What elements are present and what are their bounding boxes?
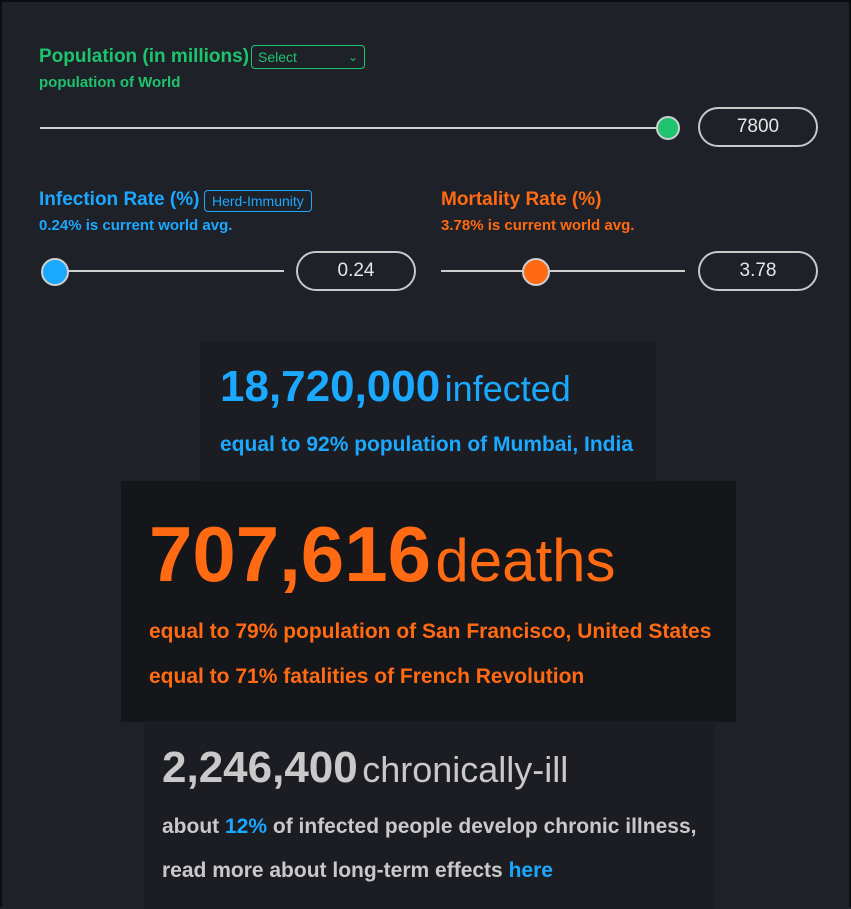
infection-label: Infection Rate (%): [39, 189, 200, 210]
population-sublabel: population of World: [39, 74, 181, 91]
infected-headline: [220, 362, 571, 412]
chronic-percentage: 12%: [225, 815, 268, 838]
infection-input[interactable]: 0.24: [296, 251, 416, 291]
infection-sublabel: 0.24% is current world avg.: [39, 217, 233, 234]
mortality-slider-track[interactable]: [441, 270, 685, 272]
deaths-comparison-1: equal to 79% population of San Francisco, United States: [149, 620, 712, 643]
deaths-number: 707,616: [149, 510, 431, 598]
deaths-comparison-2: equal to 71% fatalities of French Revolution: [149, 665, 585, 688]
population-select-value: Select: [258, 49, 297, 65]
chronic-card: [144, 721, 714, 909]
population-select[interactable]: [251, 45, 365, 69]
herd-immunity-button[interactable]: Herd-Immunity: [204, 190, 312, 212]
population-slider-track[interactable]: [40, 127, 670, 129]
infected-unit: infected: [444, 368, 571, 409]
chronic-number: 2,246,400: [162, 743, 358, 792]
infected-card: [200, 342, 656, 482]
chronic-unit: chronically-ill: [362, 749, 569, 790]
population-slider-handle[interactable]: [656, 116, 680, 140]
chevron-down-icon: ⌄: [347, 50, 358, 64]
population-label: Population (in millions): [39, 46, 250, 67]
population-input[interactable]: 7800: [698, 107, 818, 147]
deaths-unit: deaths: [435, 527, 616, 594]
chronic-line1-post: of infected people develop chronic illness,: [272, 815, 697, 838]
deaths-headline: [149, 509, 616, 600]
mortality-sublabel: 3.78% is current world avg.: [441, 217, 635, 234]
chronic-line-1: [162, 815, 696, 839]
infected-comparison: equal to 92% population of Mumbai, India: [220, 433, 634, 456]
mortality-label: Mortality Rate (%): [441, 189, 602, 210]
mortality-slider-handle[interactable]: [522, 258, 550, 286]
chronic-headline: [162, 743, 568, 793]
long-term-effects-link[interactable]: here: [508, 859, 553, 882]
chronic-line1-pre: about: [162, 815, 220, 838]
deaths-card: [121, 481, 736, 722]
chronic-line-2: [162, 859, 553, 883]
mortality-input[interactable]: 3.78: [698, 251, 818, 291]
chronic-line2-pre: read more about long-term effects: [162, 859, 503, 882]
infection-slider-handle[interactable]: [41, 258, 69, 286]
infected-number: 18,720,000: [220, 362, 441, 411]
infection-slider-track[interactable]: [54, 270, 284, 272]
